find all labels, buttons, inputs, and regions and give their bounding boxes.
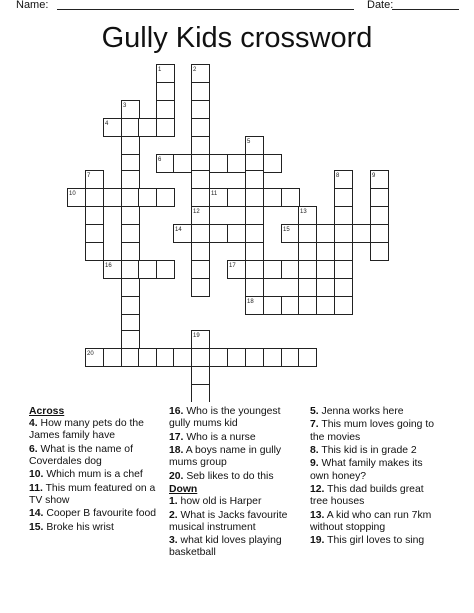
clue-item: [310, 419, 442, 443]
clue-num: 5.: [310, 406, 319, 417]
date-label: Date:: [367, 0, 394, 11]
clue-num: 2.: [169, 509, 178, 521]
clue-text: This mum loves going to the movies: [310, 419, 434, 443]
grid-cell[interactable]: [122, 189, 140, 207]
grid-cell[interactable]: [335, 225, 353, 243]
grid-cell[interactable]: [192, 83, 210, 101]
clue-num: 11.: [29, 482, 43, 494]
grid-cell[interactable]: [299, 279, 317, 297]
grid-cell[interactable]: [282, 349, 300, 367]
clue-text: what kid loves playing basketball: [169, 535, 282, 559]
grid-cell[interactable]: [299, 297, 317, 315]
clue-item: [29, 508, 157, 520]
clue-number: 16: [105, 263, 112, 269]
grid-cell[interactable]: [264, 261, 282, 279]
grid-cell[interactable]: [192, 261, 210, 279]
down-clue-list: [169, 496, 299, 559]
grid-cell[interactable]: [371, 225, 389, 243]
grid-cell[interactable]: [371, 243, 389, 261]
clue-num: 7.: [310, 419, 319, 431]
grid-cell[interactable]: [104, 349, 122, 367]
grid-cell[interactable]: [122, 207, 140, 225]
grid-cell[interactable]: [122, 119, 140, 137]
clue-item: [29, 444, 157, 468]
grid-cell[interactable]: [264, 349, 282, 367]
clue-text: This girl loves to sing: [324, 535, 425, 547]
clue-number: 3: [123, 103, 127, 109]
clue-text: Jenna works here: [318, 406, 404, 417]
grid-cell[interactable]: [335, 297, 353, 315]
grid-cell[interactable]: [210, 155, 228, 173]
grid-cell[interactable]: [192, 225, 210, 243]
grid-cell[interactable]: [174, 155, 192, 173]
clue-number: 4: [105, 121, 109, 127]
grid-cell[interactable]: [104, 189, 122, 207]
grid-cell[interactable]: [122, 171, 140, 189]
clue-num: 15.: [29, 521, 44, 533]
clue-number: 18: [247, 299, 254, 305]
grid-cell[interactable]: [192, 385, 210, 403]
clue-number: 17: [229, 263, 236, 269]
grid-cell[interactable]: [174, 349, 192, 367]
clue-num: 4.: [29, 418, 38, 430]
clue-item: [29, 469, 157, 481]
clue-item: [310, 458, 442, 482]
clue-item: [169, 406, 299, 430]
clue-text: What family makes its own honey?: [310, 458, 423, 482]
clue-number: 9: [372, 173, 376, 179]
clue-num: 13.: [310, 509, 325, 521]
grid-cell[interactable]: [299, 225, 317, 243]
grid-cell[interactable]: [122, 279, 140, 297]
clue-item: [29, 522, 157, 534]
clue-item: [310, 484, 442, 508]
clue-number: 13: [300, 209, 307, 215]
grid-cell[interactable]: [122, 349, 140, 367]
clue-item: [169, 445, 299, 469]
grid-cell[interactable]: [317, 225, 335, 243]
grid-cell[interactable]: [228, 155, 246, 173]
grid-cell[interactable]: [246, 243, 264, 261]
clue-item: [169, 496, 299, 508]
grid-cell[interactable]: [139, 119, 157, 137]
clues-column-3: [310, 406, 442, 549]
grid-cell[interactable]: [139, 349, 157, 367]
grid-cell[interactable]: [335, 279, 353, 297]
clue-num: 8.: [310, 444, 319, 456]
across-clue-list: [29, 418, 157, 534]
grid-cell[interactable]: [157, 261, 175, 279]
clue-number: 8: [336, 173, 340, 179]
grid-cell[interactable]: [282, 261, 300, 279]
grid-cell[interactable]: [122, 297, 140, 315]
grid-cell[interactable]: [317, 297, 335, 315]
grid-cell[interactable]: [210, 349, 228, 367]
clue-number: 2: [193, 67, 197, 73]
grid-cell[interactable]: [246, 349, 264, 367]
clue-text: What is the name of Coverdales dog: [29, 443, 133, 467]
grid-cell[interactable]: [139, 261, 157, 279]
clue-number: 20: [87, 351, 94, 357]
clue-text: Broke his wrist: [43, 521, 114, 533]
grid-cell[interactable]: [335, 189, 353, 207]
clue-number: 15: [283, 227, 290, 233]
clue-number: 7: [87, 173, 91, 179]
grid-cell[interactable]: [157, 101, 175, 119]
clue-text: Seb likes to do this: [183, 470, 274, 482]
clue-text: This kid is in grade 2: [318, 444, 417, 456]
grid-cell[interactable]: [139, 189, 157, 207]
clue-text: A boys name in gully mums group: [169, 444, 282, 469]
clues-column-2: [169, 406, 299, 561]
clue-item: [29, 418, 157, 442]
clue-text: What is Jacks favourite musical instrument: [169, 509, 288, 533]
clue-text: This mum featured on a TV show: [29, 482, 156, 506]
grid-cell[interactable]: [317, 261, 335, 279]
grid-cell[interactable]: [335, 243, 353, 261]
clue-item: [169, 471, 299, 483]
grid-cell[interactable]: [192, 279, 210, 297]
clue-num: 3.: [169, 535, 178, 547]
grid-cell[interactable]: [122, 155, 140, 173]
grid-cell[interactable]: [228, 225, 246, 243]
grid-cell[interactable]: [192, 243, 210, 261]
grid-cell[interactable]: [282, 189, 300, 207]
clue-number: 5: [247, 139, 251, 145]
grid-cell[interactable]: [122, 331, 140, 349]
grid-cell[interactable]: [371, 207, 389, 225]
name-label: Name:: [16, 0, 49, 11]
clue-text: A kid who can run 7km without stopping: [310, 509, 432, 533]
clue-num: 19.: [310, 535, 325, 547]
clue-num: 10.: [29, 469, 44, 481]
grid-cell[interactable]: [246, 189, 264, 207]
grid-cell[interactable]: [299, 243, 317, 261]
clue-num: 18.: [169, 444, 184, 456]
grid-cell[interactable]: [192, 349, 210, 367]
grid-cell[interactable]: [157, 83, 175, 101]
clue-number: 14: [175, 227, 182, 233]
grid-cell[interactable]: [122, 261, 140, 279]
grid-cell[interactable]: [335, 261, 353, 279]
grid-cell[interactable]: [246, 207, 264, 225]
grid-cell[interactable]: [335, 207, 353, 225]
clue-number: 6: [158, 157, 162, 163]
clue-text: How many pets do the James family have: [29, 418, 144, 442]
clue-item: [169, 535, 299, 559]
grid-cell[interactable]: [157, 119, 175, 137]
grid-cell[interactable]: [122, 243, 140, 261]
grid-cell[interactable]: [264, 297, 282, 315]
grid-cell[interactable]: [210, 225, 228, 243]
grid-cell[interactable]: [264, 189, 282, 207]
grid-cell[interactable]: [122, 137, 140, 155]
clue-text: Which mum is a chef: [43, 469, 143, 481]
grid-cell[interactable]: [246, 225, 264, 243]
clue-item: [310, 406, 442, 418]
grid-cell[interactable]: [246, 261, 264, 279]
grid-cell[interactable]: [86, 207, 104, 225]
clues-column-1: [29, 406, 157, 535]
clue-number: 11: [211, 191, 218, 197]
clue-text: Who is the youngest gully mums kid: [169, 406, 281, 430]
grid-cell[interactable]: [157, 349, 175, 367]
grid-cell[interactable]: [282, 297, 300, 315]
grid-cell[interactable]: [86, 189, 104, 207]
grid-cell[interactable]: [228, 189, 246, 207]
grid-cell[interactable]: [299, 349, 317, 367]
grid-cell[interactable]: [192, 119, 210, 137]
down-heading: Down: [169, 483, 198, 495]
down-clue-list-continued: [310, 406, 442, 547]
grid-cell[interactable]: [157, 189, 175, 207]
clue-num: 14.: [29, 508, 44, 520]
grid-cell[interactable]: [228, 349, 246, 367]
page-title: Gully Kids crossword: [101, 22, 373, 54]
across-heading: Across: [29, 406, 65, 417]
grid-cell[interactable]: [192, 189, 210, 207]
clue-num: 6.: [29, 443, 38, 455]
clue-item: [310, 510, 442, 534]
grid-cell[interactable]: [122, 315, 140, 333]
clue-num: 16.: [169, 406, 184, 417]
grid-cell[interactable]: [371, 189, 389, 207]
clue-item: [29, 483, 157, 507]
grid-cell[interactable]: [86, 243, 104, 261]
clue-number: 10: [69, 191, 76, 197]
grid-cell[interactable]: [192, 367, 210, 385]
grid-cell[interactable]: [246, 171, 264, 189]
clue-number: 1: [158, 67, 162, 73]
clue-text: This dad builds great tree houses: [310, 483, 424, 508]
grid-cell[interactable]: [86, 225, 104, 243]
clue-number: 19: [193, 333, 200, 339]
clue-num: 20.: [169, 470, 184, 482]
grid-cell[interactable]: [246, 155, 264, 173]
clue-num: 17.: [169, 431, 184, 443]
grid-cell[interactable]: [299, 261, 317, 279]
clue-item: [310, 535, 442, 547]
clue-num: 12.: [310, 483, 325, 495]
grid-cell[interactable]: [246, 279, 264, 297]
clue-num: 1.: [169, 496, 178, 508]
clue-text: Who is a nurse: [183, 431, 256, 443]
grid-cell[interactable]: [353, 225, 371, 243]
clue-item: [310, 445, 442, 457]
grid-cell[interactable]: [192, 137, 210, 155]
clue-number: 12: [193, 209, 200, 215]
clue-text: how old is Harper: [177, 496, 262, 508]
clue-num: 9.: [310, 458, 319, 470]
grid-cell[interactable]: [192, 171, 210, 189]
grid-cell[interactable]: [264, 155, 282, 173]
clue-item: [169, 510, 299, 534]
clue-text: Cooper B favourite food: [43, 508, 157, 520]
grid-cell[interactable]: [192, 101, 210, 119]
clue-item: [169, 432, 299, 444]
across-clue-list-continued: [169, 406, 299, 483]
grid-cell[interactable]: [192, 155, 210, 173]
grid-cell[interactable]: [122, 225, 140, 243]
